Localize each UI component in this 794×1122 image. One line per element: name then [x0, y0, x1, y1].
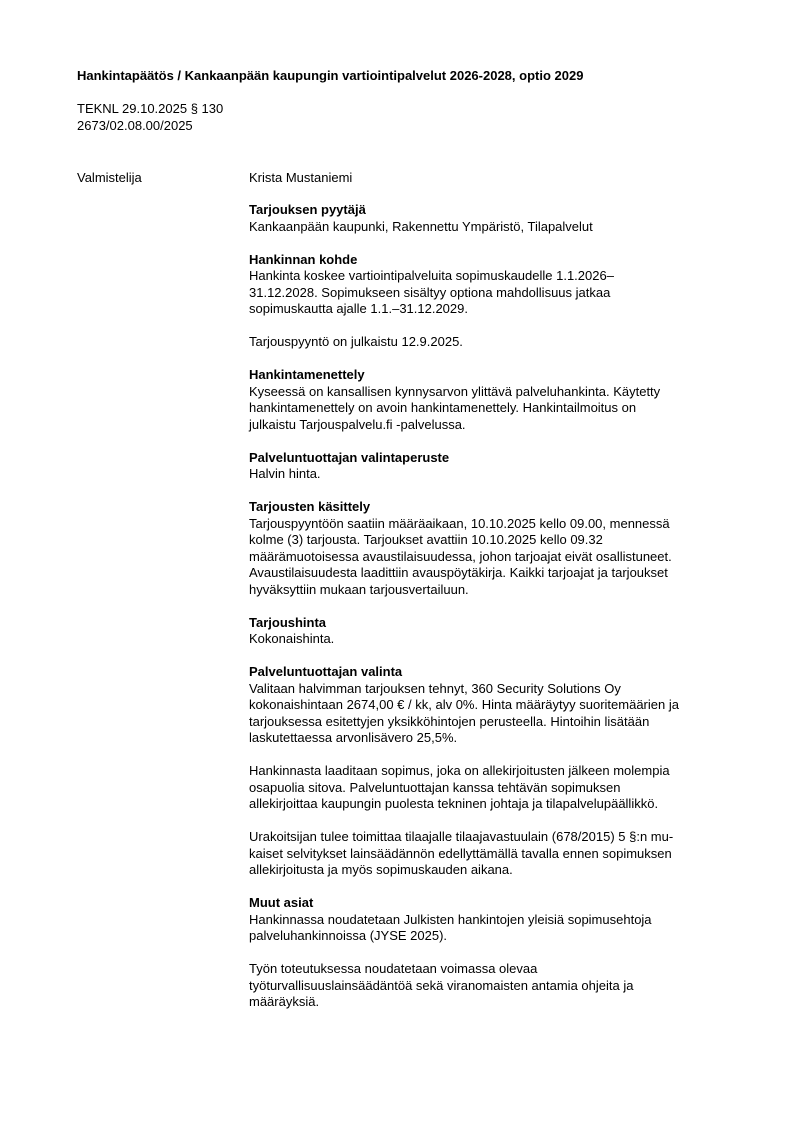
text-line: työturvallisuuslainsäädäntöä sekä viranomaisten antamia ohjeita ja: [249, 977, 634, 993]
text-line: Urakoitsijan tulee toimittaa tilaajalle tilaajavastuulain (678/2015) 5 §:n mu-: [249, 829, 674, 844]
section-heading: Hankinnan kohde: [249, 251, 358, 267]
text-line: sopimuskautta ajalle 1.1.–31.12.2029.: [249, 301, 468, 316]
text-line: allekirjoittaa kaupungin puolesta tekninen johtaja ja tilapalvelupäällikkö.: [249, 796, 659, 811]
section-heading: Tarjoushinta: [249, 614, 327, 630]
text-line: Kyseessä on kansallisen kynnysarvon ylittävä palveluhankinta. Käytetty: [249, 383, 661, 399]
section: [249, 895, 739, 1011]
text-line: allekirjoitusta ja myös sopimuskauden aikana.: [249, 862, 513, 877]
text-line: palveluhankinnoissa (JYSE 2025).: [249, 928, 448, 943]
text-line: Työn toteutuksessa noudatetaan voimassa olevaa: [249, 961, 538, 976]
section-heading: Palveluntuottajan valinta: [249, 664, 403, 679]
section: [249, 664, 739, 879]
text-line: hankintamenettely on avoin hankintamenettely. Hankintailmoitus on: [249, 400, 637, 415]
text-line: osapuolia sitova. Palveluntuottajan kanssa tehtävän sopimuksen: [249, 779, 621, 795]
text-line: tarjouksessa esitettyjen yksikköhintojen perusteella. Hintoihin lisätään: [249, 713, 650, 729]
reference-block: [77, 100, 223, 134]
text-line: kokonaishintaan 2674,00 € / kk, alv 0%. Hinta määräytyy suoritemäärien ja: [249, 697, 679, 712]
section: [249, 615, 739, 648]
preparer-name: Krista Mustaniemi: [249, 170, 353, 185]
document-title: Hankintapäätös / Kankaanpään kaupungin vartiointipalvelut 2026-2028, optio 2029: [77, 68, 584, 83]
section: [249, 202, 739, 235]
text-line: määräyksiä.: [249, 994, 320, 1009]
record-number: 2673/02.08.00/2025: [77, 118, 193, 133]
text-line: Avaustilaisuudesta laadittiin avauspöytäkirja. Kaikki tarjoajat ja tarjoukset: [249, 565, 668, 580]
section-paragraph: [249, 384, 739, 434]
text-line: Valitaan halvimman tarjouksen tehnyt, 360 Security Solutions Oy: [249, 680, 621, 696]
section-paragraph: [249, 466, 739, 483]
text-line: Tarjouspyyntöön saatiin määräaikaan, 10.10.2025 kello 09.00, mennessä: [249, 515, 670, 531]
section-heading: Tarjouksen pyytäjä: [249, 202, 366, 217]
text-line: Halvin hinta.: [249, 466, 321, 481]
section-heading: Palveluntuottajan valintaperuste: [249, 449, 450, 465]
section: [249, 252, 739, 351]
section-paragraph: [249, 219, 739, 236]
section-paragraph: [249, 829, 739, 879]
section-heading: Muut asiat: [249, 895, 314, 910]
section-heading: Hankintamenettely: [249, 367, 365, 382]
text-line: Hankinnassa noudatetaan Julkisten hankintojen yleisiä sopimusehtoja: [249, 911, 652, 927]
section-paragraph: [249, 631, 739, 648]
section-paragraph: [249, 912, 739, 945]
section-paragraph: [249, 961, 739, 1011]
document-body: [249, 202, 739, 1027]
section-paragraph: [249, 334, 739, 351]
section-heading: Tarjousten käsittely: [249, 499, 371, 514]
text-line: Hankinnasta laaditaan sopimus, joka on allekirjoitusten jälkeen molempia: [249, 763, 670, 778]
section-paragraph: [249, 763, 739, 813]
preparer-label: Valmistelija: [77, 170, 142, 185]
text-line: hyväksyttiin mukaan tarjousvertailuun.: [249, 581, 469, 597]
text-line: Hankinta koskee vartiointipalveluita sopimuskaudelle 1.1.2026–: [249, 268, 614, 283]
text-line: laskutettaessa arvonlisävero 25,5%.: [249, 730, 458, 745]
text-line: Kankaanpään kaupunki, Rakennettu Ympäristö, Tilapalvelut: [249, 218, 593, 234]
section-paragraph: [249, 516, 739, 599]
section: [249, 499, 739, 598]
section-paragraph: [249, 268, 739, 318]
meeting-reference: TEKNL 29.10.2025 § 130: [77, 101, 224, 116]
text-line: kolme (3) tarjousta. Tarjoukset avattiin 10.10.2025 kello 09.32: [249, 532, 603, 547]
section: [249, 367, 739, 433]
text-line: määrämuotoisessa avaustilaisuudessa, johon tarjoajat eivät osallistuneet.: [249, 548, 672, 564]
text-line: julkaistu Tarjouspalvelu.fi -palvelussa.: [249, 416, 466, 432]
section-paragraph: [249, 681, 739, 747]
text-line: kaiset selvitykset lainsäädännön edellyttämällä tavalla ennen sopimuksen: [249, 845, 672, 861]
text-line: Tarjouspyyntö on julkaistu 12.9.2025.: [249, 334, 463, 349]
section: [249, 450, 739, 483]
text-line: Kokonaishinta.: [249, 631, 335, 646]
text-line: 31.12.2028. Sopimukseen sisältyy optiona mahdollisuus jatkaa: [249, 284, 611, 300]
